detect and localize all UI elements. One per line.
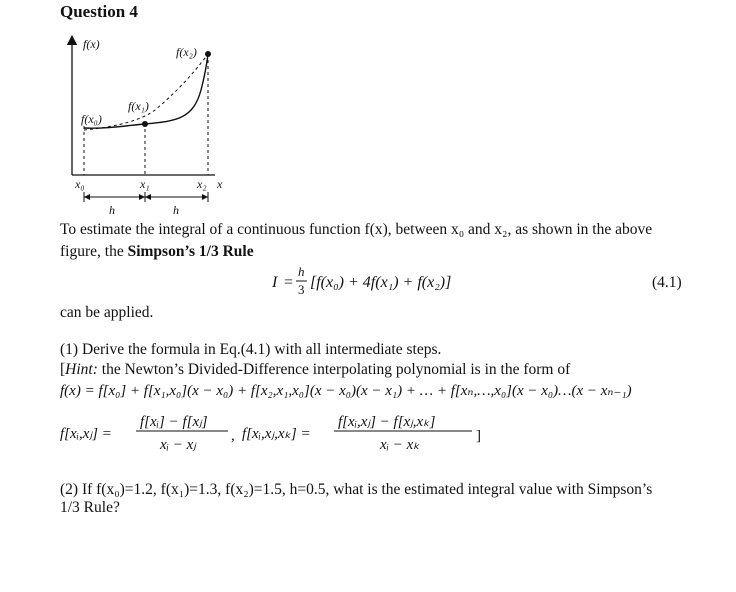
intro-line-2: figure, the Simpson’s 1/3 Rule	[60, 243, 254, 260]
interpolating-parabola	[84, 54, 208, 130]
dd2-lhs: f[xᵢ,xⱼ,xₖ] =	[242, 426, 311, 442]
h-label-2: h	[173, 203, 179, 217]
tick-x0: x₀	[75, 177, 85, 191]
svg-text:]: ]	[476, 428, 481, 444]
svg-text:=: =	[284, 274, 294, 291]
equation-4-1	[270, 262, 490, 300]
intro-line-1: To estimate the integral of a continuous function f(x), between x₀ and x₂, as shown in the above	[60, 221, 653, 238]
tick-x1: x₁	[140, 177, 150, 191]
part2-line-1: (2) If f(x₀)=1.2, f(x₁)=1.3, f(x₂)=1.5, h=0.5, what is the estimated integral value with Simpson’s	[60, 481, 653, 498]
x-axis-label: x	[217, 177, 223, 191]
dd1-num: f[xᵢ] − f[xⱼ]	[140, 414, 208, 430]
eq-coef-den: 3	[298, 282, 305, 297]
h-label-1: h	[109, 203, 115, 217]
point-x2	[205, 51, 211, 57]
part1-hint: [Hint: the Newton’s Divided-Difference interpolating polynomial is in the form of	[60, 361, 571, 378]
part2-line-2: 1/3 Rule?	[60, 499, 120, 516]
dd1-den: xᵢ − xⱼ	[160, 437, 196, 453]
equation-number: (4.1)	[652, 274, 682, 291]
simpson-figure	[55, 30, 255, 220]
eq-body: [f(x₀) + 4f(x₁) + f(x₂)]	[310, 274, 452, 291]
label-f-x0: f(x₀)	[81, 112, 102, 126]
dd2-num: f[xᵢ,xⱼ] − f[xⱼ,xₖ]	[338, 414, 436, 430]
eq-lhs: I	[272, 274, 278, 291]
divided-difference-defs	[58, 408, 498, 460]
simpson-rule-name: Simpson’s 1/3 Rule	[127, 243, 254, 260]
applied-text: can be applied.	[60, 304, 154, 321]
function-curve	[84, 54, 208, 128]
newton-polynomial: f(x) = f[x₀] + f[x₁,x₀](x − x₀) + f[x₂,x₁,x₀](x − x₀)(x − x₁) + … + f[xₙ,…,x₀](x − x₀)…(x − xₙ₋₁)	[60, 383, 632, 399]
part1-line-1: (1) Derive the formula in Eq.(4.1) with all intermediate steps.	[60, 341, 442, 358]
label-f-x1: f(x₁)	[128, 99, 149, 113]
eq-coef-num: h	[298, 264, 305, 279]
label-f-x2: f(x₂)	[176, 45, 197, 59]
tick-x2: x₂	[197, 177, 207, 191]
dd1-lhs: f[xᵢ,xⱼ] =	[60, 426, 112, 442]
dd2-den: xᵢ − xₖ	[380, 437, 420, 453]
svg-text:,: ,	[231, 428, 235, 444]
hint-label: Hint:	[65, 361, 98, 378]
y-axis-label: f(x)	[83, 37, 100, 51]
point-x1	[142, 121, 148, 127]
question-title: Question 4	[60, 2, 138, 21]
